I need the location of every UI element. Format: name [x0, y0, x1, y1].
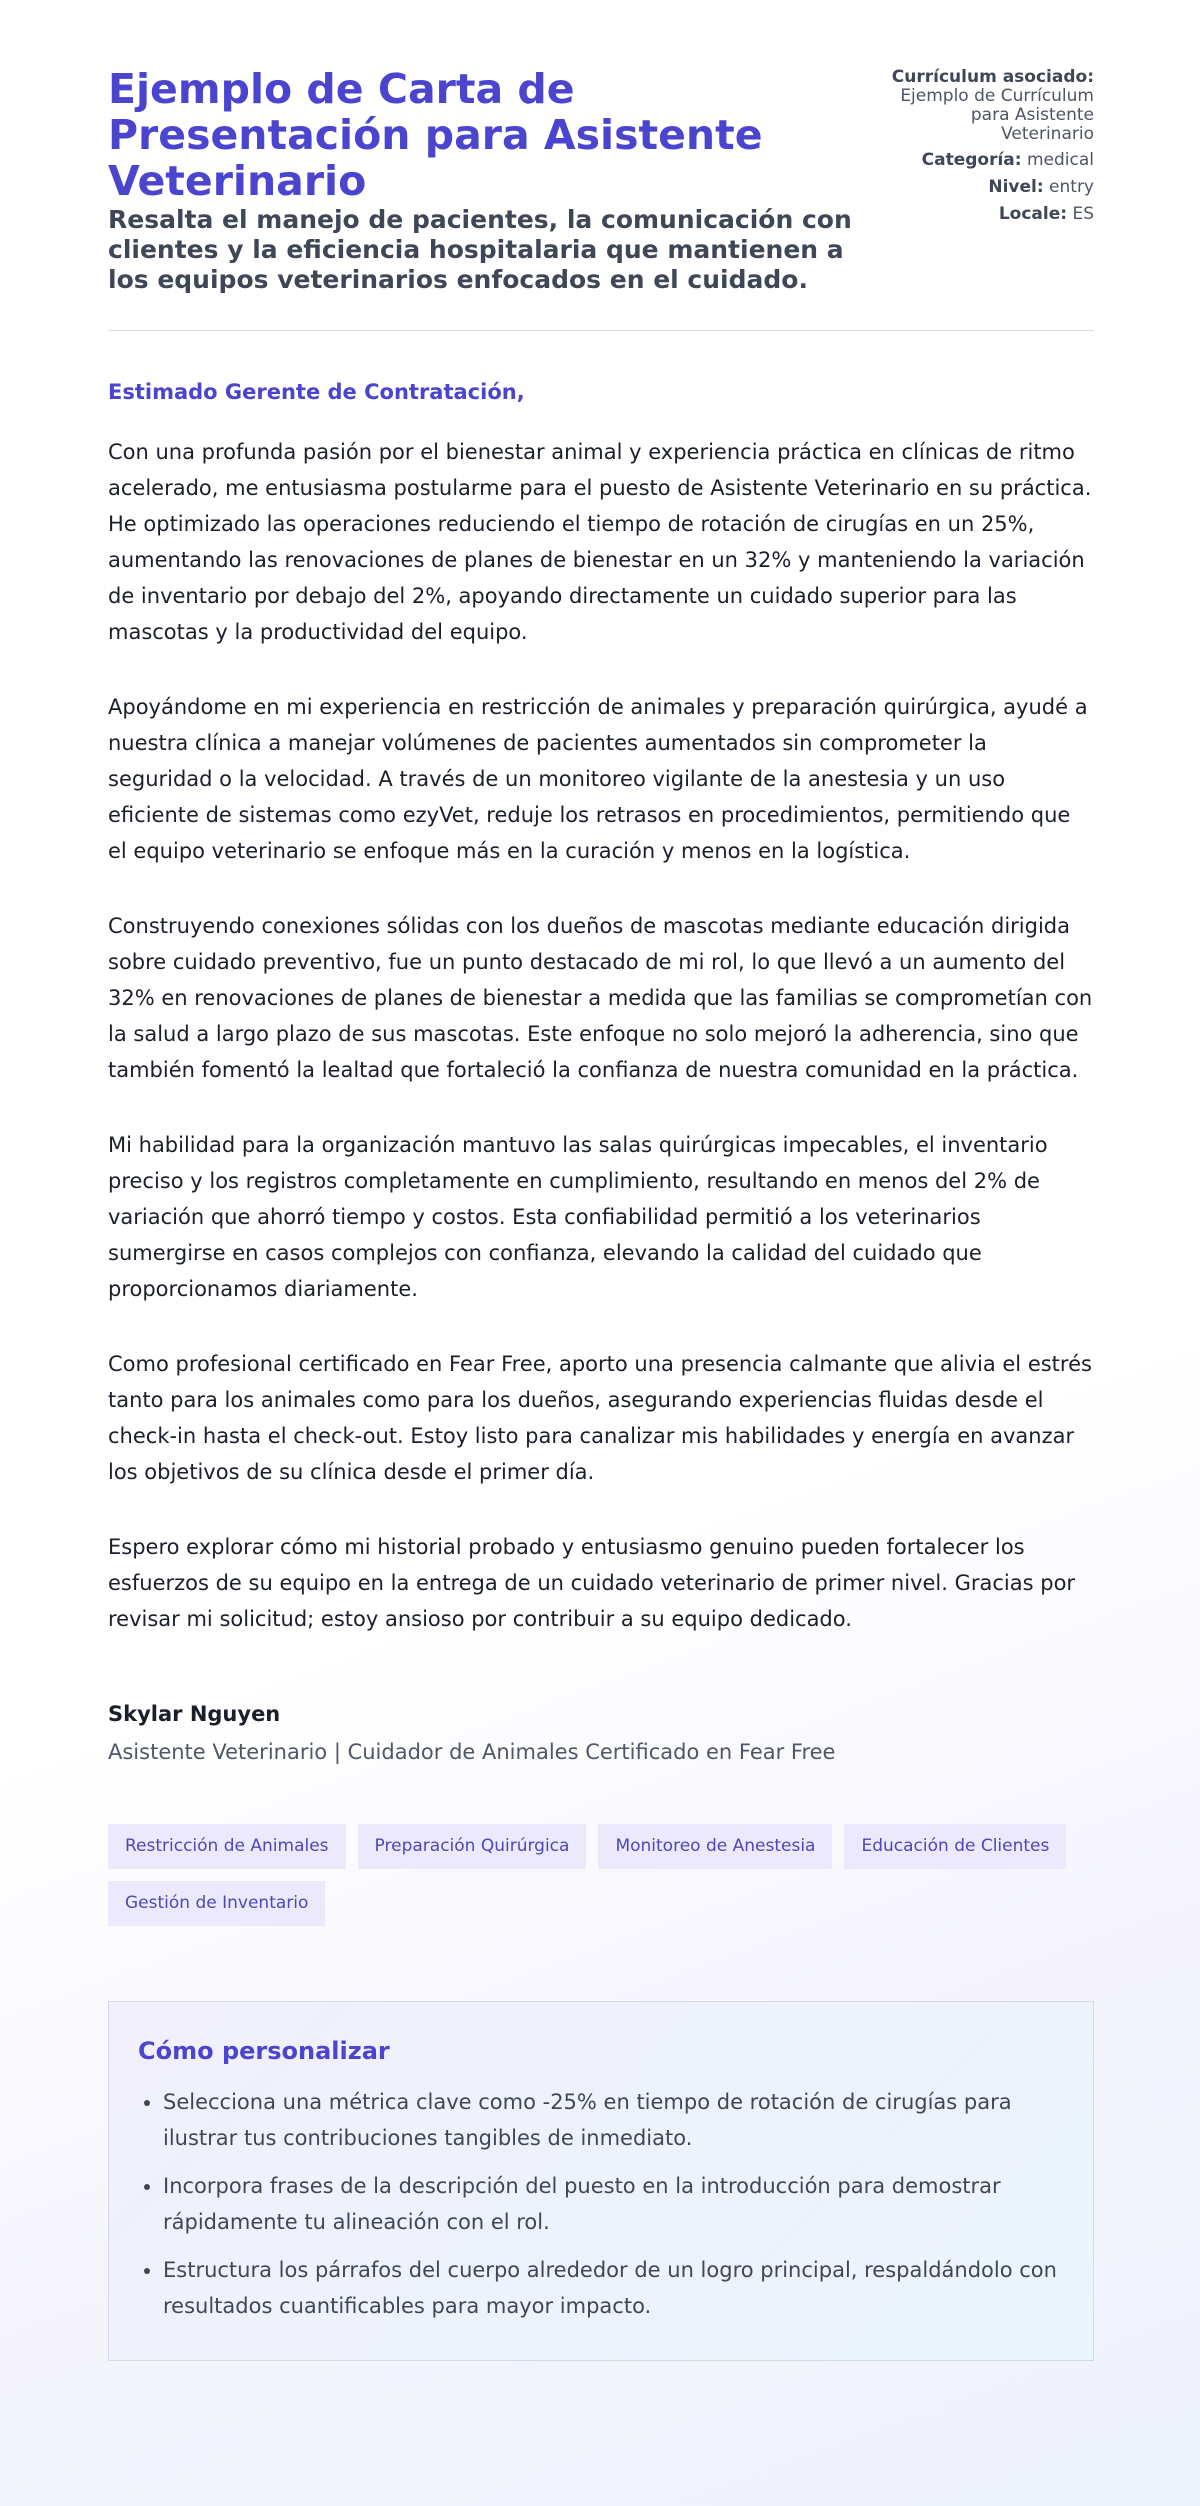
meta-category-value: medical [1026, 150, 1094, 170]
signature-role: Asistente Veterinario | Cuidador de Animales Certificado en Fear Free [108, 1740, 836, 1764]
meta-locale-label: Locale: [998, 204, 1068, 224]
body-paragraph: Espero explorar cómo mi historial probado y entusiasmo genuino pueden fortalecer los esfuerzos de su equipo en la entrega de un cuidado veterinario de primer nivel. Gracias por revisar mi solicitud; estoy ansioso por contribuir a su equipo dedicado. [108, 1535, 1076, 1631]
skill-tag: Gestión de Inventario [108, 1881, 325, 1926]
meta-panel [874, 66, 1094, 232]
letter-body [108, 434, 1094, 1637]
header [108, 66, 1094, 295]
customize-tips-box [108, 2001, 1094, 2361]
body-paragraph: Como profesional certificado en Fear Free, aporto una presencia calmante que alivia el estrés tanto para los animales como para los dueños, asegurando experiencias fluidas desde el check-in hasta el check-out. Estoy listo para canalizar mis habilidades y energía en avanzar los objetivos de su clínica desde el primer día. [108, 1352, 1092, 1484]
meta-resume-label: Currículum asociado: [891, 67, 1094, 87]
page-subtitle: Resalta el manejo de pacientes, la comunicación con clientes y la eficiencia hospitalaria que mantienen a los equipos veterinarios enfocados en el cuidado. [108, 205, 852, 294]
header-divider [108, 330, 1094, 331]
body-paragraph: Mi habilidad para la organización mantuvo las salas quirúrgicas impecables, el inventario preciso y los registros completamente en cumplimiento, resultando en menos del 2% de variación que ahorró tiempo y costos. Esta confiabilidad permitió a los veterinarios sumergirse en casos complejos con confianza, elevando la calidad del cuidado que proporcionamos diariamente. [108, 1133, 1048, 1301]
skill-tag: Preparación Quirúrgica [358, 1824, 587, 1869]
header-titles [108, 66, 868, 295]
meta-category [874, 151, 1094, 170]
body-paragraph: Con una profunda pasión por el bienestar animal y experiencia práctica en clínicas de ritmo acelerado, me entusiasma postularme para el puesto de Asistente Veterinario en su práctica. He optimizado las operaciones reduciendo el tiempo de rotación de cirugías en un 25%, aumentando las renovaciones de planes de bienestar en un 32% y manteniendo la variación de inventario por debajo del 2%, apoyando directamente un cuidado superior para las mascotas y la productividad del equipo. [108, 440, 1092, 644]
body-paragraph: Apoyándome en mi experiencia en restricción de animales y preparación quirúrgica, ayudé a nuestra clínica a manejar volúmenes de pacientes aumentados sin comprometer la seguridad o la velocidad. A través de un monitoreo vigilante de la anestesia y un uso eficiente de sistemas como ezyVet, reduje los retrasos en procedimientos, permitiendo que el equipo veterinario se enfoque más en la curación y menos en la logística. [108, 695, 1088, 863]
tip-item: • Estructura los párrafos del cuerpo alrededor de un logro principal, respaldándolo con resultados cuantificables para mayor impacto. [163, 2252, 1064, 2324]
meta-resume [874, 68, 1094, 144]
meta-locale-value: ES [1072, 204, 1094, 224]
signature-name: Skylar Nguyen [108, 1702, 281, 1726]
tips-list [138, 2084, 1064, 2324]
skill-tag: Educación de Clientes [844, 1824, 1066, 1869]
meta-level-label: Nivel: [988, 177, 1044, 197]
tips-title: Cómo personalizar [138, 2037, 390, 2065]
skill-tag: Restricción de Animales [108, 1824, 346, 1869]
meta-locale [874, 205, 1094, 224]
tip-item: • Incorpora frases de la descripción del puesto en la introducción para demostrar rápidamente tu alineación con el rol. [163, 2168, 1064, 2240]
skill-tag: Monitoreo de Anestesia [598, 1824, 832, 1869]
body-paragraph: Construyendo conexiones sólidas con los dueños de mascotas mediante educación dirigida sobre cuidado preventivo, fue un punto destacado de mi rol, lo que llevó a un aumento del 32% en renovaciones de planes de bienestar a medida que las familias se comprometían con la salud a largo plazo de sus mascotas. Este enfoque no solo mejoró la adherencia, sino que también fomentó la lealtad que fortaleció la confianza de nuestra comunidad en la práctica. [108, 914, 1093, 1082]
meta-level [874, 178, 1094, 197]
page-title: Ejemplo de Carta de Presentación para Asistente Veterinario [108, 65, 763, 205]
skill-tags [108, 1824, 1094, 1926]
tip-item: • Selecciona una métrica clave como -25% en tiempo de rotación de cirugías para ilustrar tus contribuciones tangibles de inmediato. [163, 2084, 1064, 2156]
meta-level-value: entry [1049, 177, 1094, 197]
meta-resume-value: Ejemplo de Currículum para Asistente Veterinario [900, 86, 1094, 144]
cover-letter [108, 66, 1094, 2361]
meta-category-label: Categoría: [921, 150, 1022, 170]
salutation: Estimado Gerente de Contratación, [108, 380, 525, 404]
